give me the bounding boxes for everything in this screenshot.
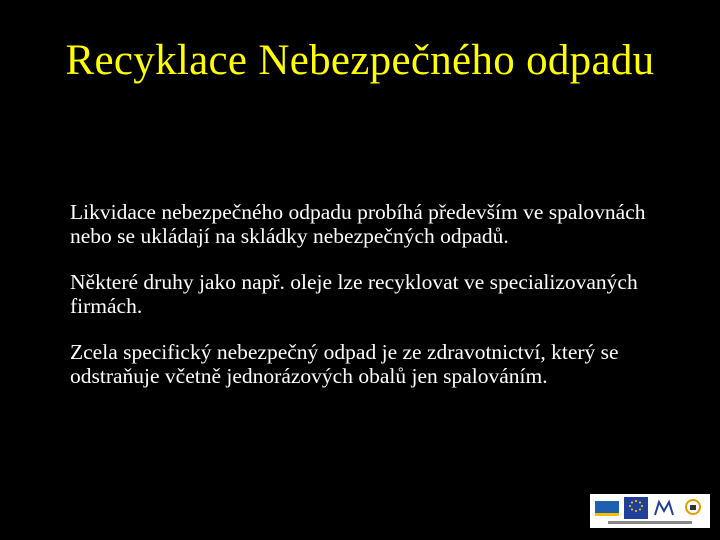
slide-body <box>70 200 680 410</box>
paragraph-1: Likvidace nebezpečného odpadu probíhá především ve spalovnách nebo se ukládají na skládky nebezpečných odpadů. <box>70 200 646 248</box>
esf-logo-icon <box>593 497 621 519</box>
logo-caption-bar <box>608 521 692 524</box>
msmt-logo-icon <box>652 497 676 519</box>
slide-title: Recyklace Nebezpečného odpadu <box>65 37 655 84</box>
paragraph-3: Zcela specifický nebezpečný odpad je ze zdravotnictví, který se odstraňuje včetně jednorázových obalů jen spalováním. <box>70 340 619 388</box>
op-vk-logo-icon <box>680 497 706 519</box>
paragraph-2: Některé druhy jako např. oleje lze recyklovat ve specializovaných firmách. <box>70 270 638 318</box>
footer-logo-strip <box>590 494 710 528</box>
eu-flag-icon <box>624 497 648 519</box>
